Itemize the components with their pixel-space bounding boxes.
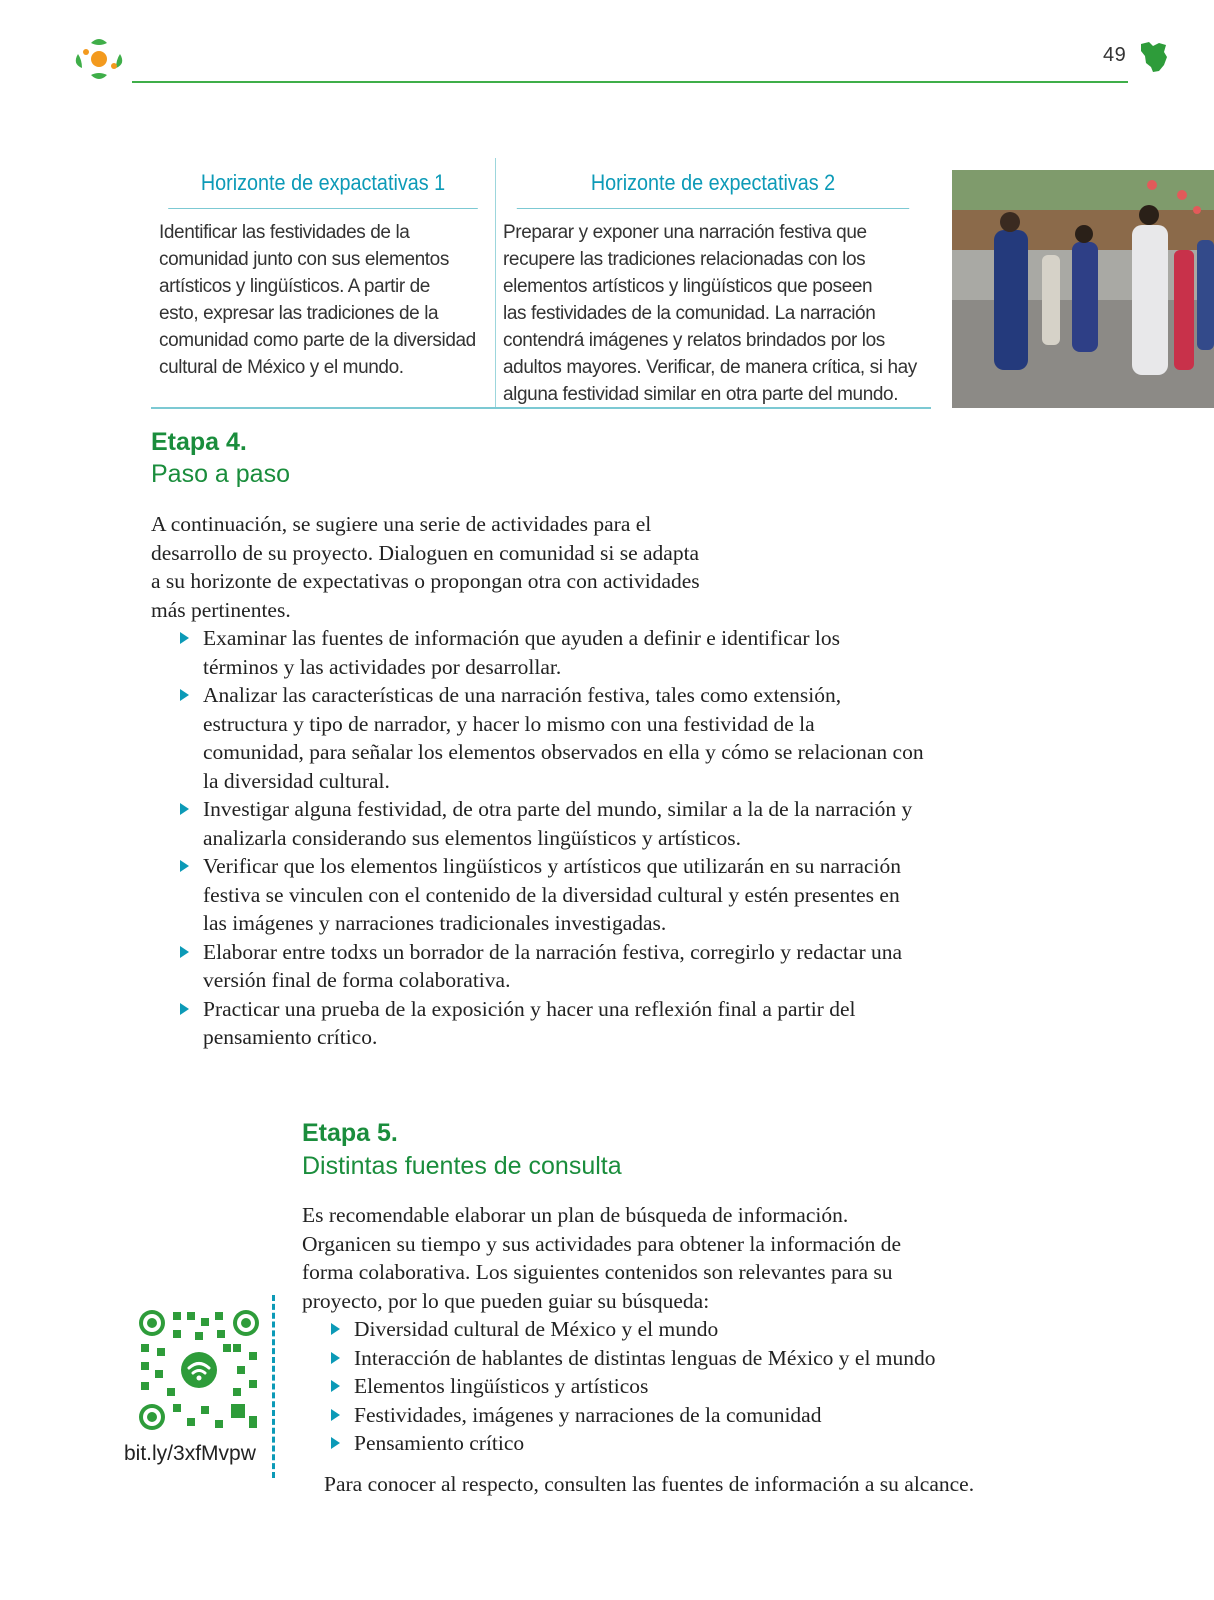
text-line: esto, expresar las tradiciones de la (159, 303, 439, 324)
text-line: Preparar y exponer una narración festiva que (503, 222, 867, 243)
qr-dashed-divider (272, 1295, 275, 1478)
list-item-line: pensamiento crítico. (203, 1025, 378, 1049)
stage-4-activity-list (151, 624, 1031, 1052)
bullet-triangle-icon (331, 1323, 340, 1335)
list-item-line: Examinar las fuentes de información que ayuden a definir e identificar los (203, 626, 840, 650)
list-item-line: la diversidad cultural. (203, 768, 390, 793)
expectations-text-1 (151, 209, 495, 381)
text-line: artísticos y lingüísticos. A partir de (159, 276, 430, 297)
qr-short-link[interactable]: bit.ly/3xfMvpw (124, 1442, 256, 1465)
list-item-line: Pensamiento crítico (354, 1431, 525, 1455)
stage-5-topic-list (302, 1315, 1182, 1458)
list-item (302, 1372, 1182, 1401)
bullet-triangle-icon (180, 1003, 189, 1015)
stage-5-title: Etapa 5. (302, 1119, 398, 1147)
text-line: las festividades de la comunidad. La narración (503, 303, 876, 324)
list-item (302, 1344, 1182, 1373)
intro-line: a su horizonte de expectativas o propongan otra con actividades (151, 569, 700, 593)
expectations-column-1 (151, 158, 495, 381)
text-line: alguna festividad similar en otra parte del mundo. (503, 384, 899, 405)
intro-line: Es recomendable elaborar un plan de búsqueda de información. (302, 1203, 849, 1227)
list-item-line: Analizar las características de una narración festiva, tales como extensión, (203, 683, 842, 707)
list-item-line: Elementos lingüísticos y artísticos (354, 1374, 649, 1398)
list-item (302, 1315, 1182, 1344)
mexico-map-icon (1138, 40, 1170, 74)
intro-line: más pertinentes. (151, 597, 291, 622)
bullet-triangle-icon (180, 946, 189, 958)
qr-code-icon[interactable] (137, 1308, 261, 1432)
list-item (302, 1429, 1182, 1458)
intro-line: desarrollo de su proyecto. Dialoguen en comunidad si se adapta (151, 540, 700, 565)
bullet-triangle-icon (180, 632, 189, 644)
list-item-line: comunidad, para señalar los elementos observados en ella y cómo se relacionan con (203, 740, 924, 764)
list-item-line: Festividades, imágenes y narraciones de la comunidad (354, 1402, 822, 1427)
stage-4-body (151, 510, 1031, 1052)
list-item-line: Verificar que los elementos lingüísticos y artísticos que utilizarán en su narración (203, 854, 901, 878)
list-item-line: las imágenes y narraciones tradicionales investigadas. (203, 911, 667, 935)
stage-4-subtitle: Paso a paso (151, 460, 290, 488)
list-item (302, 1401, 1182, 1430)
expectations-heading-1: Horizonte de expactativas 1 (168, 158, 478, 209)
list-item (151, 795, 1031, 852)
expectations-table (151, 158, 931, 408)
stage-5-body (302, 1201, 1182, 1458)
bullet-triangle-icon (331, 1352, 340, 1364)
list-item-line: festiva se vinculen con el contenido de la diversidad cultural y estén presentes en (203, 882, 900, 907)
closing-paragraph: Para conocer al respecto, consulten las fuentes de información a su alcance. (324, 1472, 975, 1496)
text-line: comunidad como parte de la diversidad (159, 330, 476, 351)
bullet-triangle-icon (180, 860, 189, 872)
list-item (151, 624, 1031, 681)
bullet-triangle-icon (331, 1437, 340, 1449)
expectations-column-2 (495, 158, 931, 408)
text-line: comunidad junto con sus elementos (159, 249, 449, 270)
list-item-line: términos y las actividades por desarrollar. (203, 654, 562, 679)
list-item-line: estructura y tipo de narrador, y hacer lo mismo con una festividad de la (203, 711, 815, 736)
text-line: cultural de México y el mundo. (159, 357, 404, 378)
list-item-line: Practicar una prueba de la exposición y hacer una reflexión final a partir del (203, 996, 856, 1021)
intro-line: A continuación, se sugiere una serie de actividades para el (151, 512, 652, 536)
stage-5-subtitle: Distintas fuentes de consulta (302, 1152, 622, 1180)
bullet-triangle-icon (180, 803, 189, 815)
list-item-line: Investigar alguna festividad, de otra parte del mundo, similar a la de la narración y (203, 797, 913, 821)
header-rule (132, 81, 1128, 83)
text-line: elementos artísticos y lingüísticos que poseen (503, 276, 873, 297)
text-line: adultos mayores. Verificar, de manera crítica, si hay (503, 357, 917, 378)
page-number: 49 (1103, 44, 1127, 66)
list-item-line: Interacción de hablantes de distintas lenguas de México y el mundo (354, 1345, 936, 1370)
list-item (151, 852, 1031, 938)
sep-flower-logo-icon (70, 30, 130, 86)
bullet-triangle-icon (180, 689, 189, 701)
text-line: recupere las tradiciones relacionadas con los (503, 249, 866, 270)
list-item (151, 681, 1031, 795)
list-item (151, 938, 1031, 995)
list-item-line: Elaborar entre todxs un borrador de la narración festiva, corregirlo y redactar una (203, 939, 903, 964)
list-item-line: analizarla considerando sus elementos lingüísticos y artísticos. (203, 825, 741, 850)
bullet-triangle-icon (331, 1409, 340, 1421)
bullet-triangle-icon (331, 1380, 340, 1392)
stage-4-title: Etapa 4. (151, 428, 247, 456)
list-item-line: versión final de forma colaborativa. (203, 968, 511, 992)
intro-line: proyecto, por lo que pueden guiar su búsqueda: (302, 1288, 710, 1313)
intro-line: Organicen su tiempo y sus actividades para obtener la información de (302, 1231, 902, 1256)
text-line: Identificar las festividades de la (159, 222, 410, 243)
list-item-line: Diversidad cultural de México y el mundo (354, 1317, 719, 1341)
expectations-heading-2: Horizonte de expectativas 2 (517, 158, 909, 209)
list-item (151, 995, 1031, 1052)
intro-line: forma colaborativa. Los siguientes contenidos son relevantes para su (302, 1260, 893, 1284)
table-bottom-rule (151, 407, 931, 409)
expectations-text-2 (495, 209, 931, 408)
text-line: contendrá imágenes y relatos brindados por los (503, 330, 885, 351)
festival-photo (952, 170, 1214, 408)
